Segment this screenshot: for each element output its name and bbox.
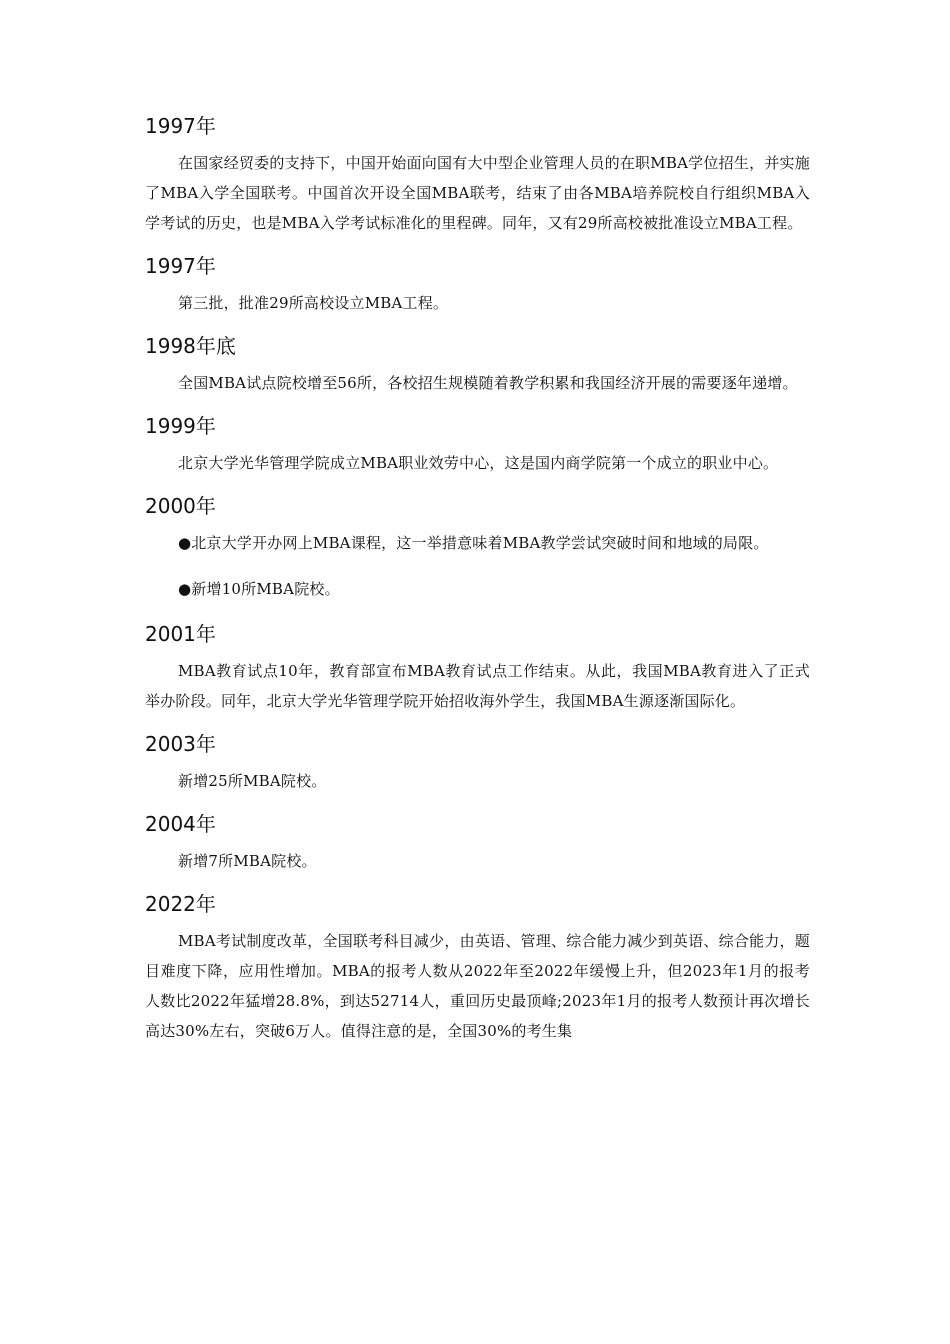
timeline-entry-2004 bbox=[145, 810, 810, 876]
timeline-entry-2022 bbox=[145, 890, 810, 1046]
entry-paragraph: 新增7所MBA院校。 bbox=[178, 852, 317, 870]
year-heading: 1997年 bbox=[145, 254, 216, 278]
entry-paragraph: 北京大学光华管理学院成立MBA职业效劳中心，这是国内商学院第一个成立的职业中心。 bbox=[178, 454, 779, 472]
timeline-entry-1997-b bbox=[145, 252, 810, 318]
entry-paragraph: 第三批，批准29所高校设立MBA工程。 bbox=[178, 294, 449, 312]
entry-paragraph: MBA考试制度改革，全国联考科目减少，由英语、管理、综合能力减少到英语、综合能力，题目难度下降，应用性增加。MBA的报考人数从2022年至2022年缓慢上升，但2023年1月的报考人数比2022年猛增28.8%，到达52714人，重回历史最顶峰;2023年1月的报考人数预计再次增长高达30%左右，突破6万人。值得注意的是，全国30%的考生集 bbox=[145, 932, 810, 1040]
timeline-entry-2003 bbox=[145, 730, 810, 796]
year-heading: 2000年 bbox=[145, 494, 216, 518]
entry-paragraph: 新增25所MBA院校。 bbox=[178, 772, 327, 790]
year-heading: 2001年 bbox=[145, 622, 216, 646]
document-page bbox=[145, 112, 810, 1060]
timeline-entry-2000 bbox=[145, 492, 810, 604]
year-heading: 2004年 bbox=[145, 812, 216, 836]
timeline-entry-1998 bbox=[145, 332, 810, 398]
timeline-entry-2001 bbox=[145, 620, 810, 716]
year-heading: 1997年 bbox=[145, 114, 216, 138]
bullet-item: ●新增10所MBA院校。 bbox=[178, 580, 340, 598]
timeline-entry-1997-a bbox=[145, 112, 810, 238]
year-heading: 1998年底 bbox=[145, 334, 236, 358]
entry-paragraph: 在国家经贸委的支持下，中国开始面向国有大中型企业管理人员的在职MBA学位招生，并实施了MBA入学全国联考。中国首次开设全国MBA联考，结束了由各MBA培养院校自行组织MBA入学考试的历史，也是MBA入学考试标准化的里程碑。同年，又有29所高校被批准设立MBA工程。 bbox=[145, 154, 810, 232]
entry-paragraph: 全国MBA试点院校增至56所，各校招生规模随着教学积累和我国经济开展的需要逐年递增。 bbox=[178, 374, 798, 392]
year-heading: 2003年 bbox=[145, 732, 216, 756]
year-heading: 2022年 bbox=[145, 892, 216, 916]
entry-paragraph: MBA教育试点10年，教育部宣布MBA教育试点工作结束。从此，我国MBA教育进入了正式举办阶段。同年，北京大学光华管理学院开始招收海外学生，我国MBA生源逐渐国际化。 bbox=[145, 662, 810, 710]
bullet-item: ●北京大学开办网上MBA课程，这一举措意味着MBA教学尝试突破时间和地域的局限。 bbox=[178, 534, 769, 552]
timeline-entry-1999 bbox=[145, 412, 810, 478]
year-heading: 1999年 bbox=[145, 414, 216, 438]
